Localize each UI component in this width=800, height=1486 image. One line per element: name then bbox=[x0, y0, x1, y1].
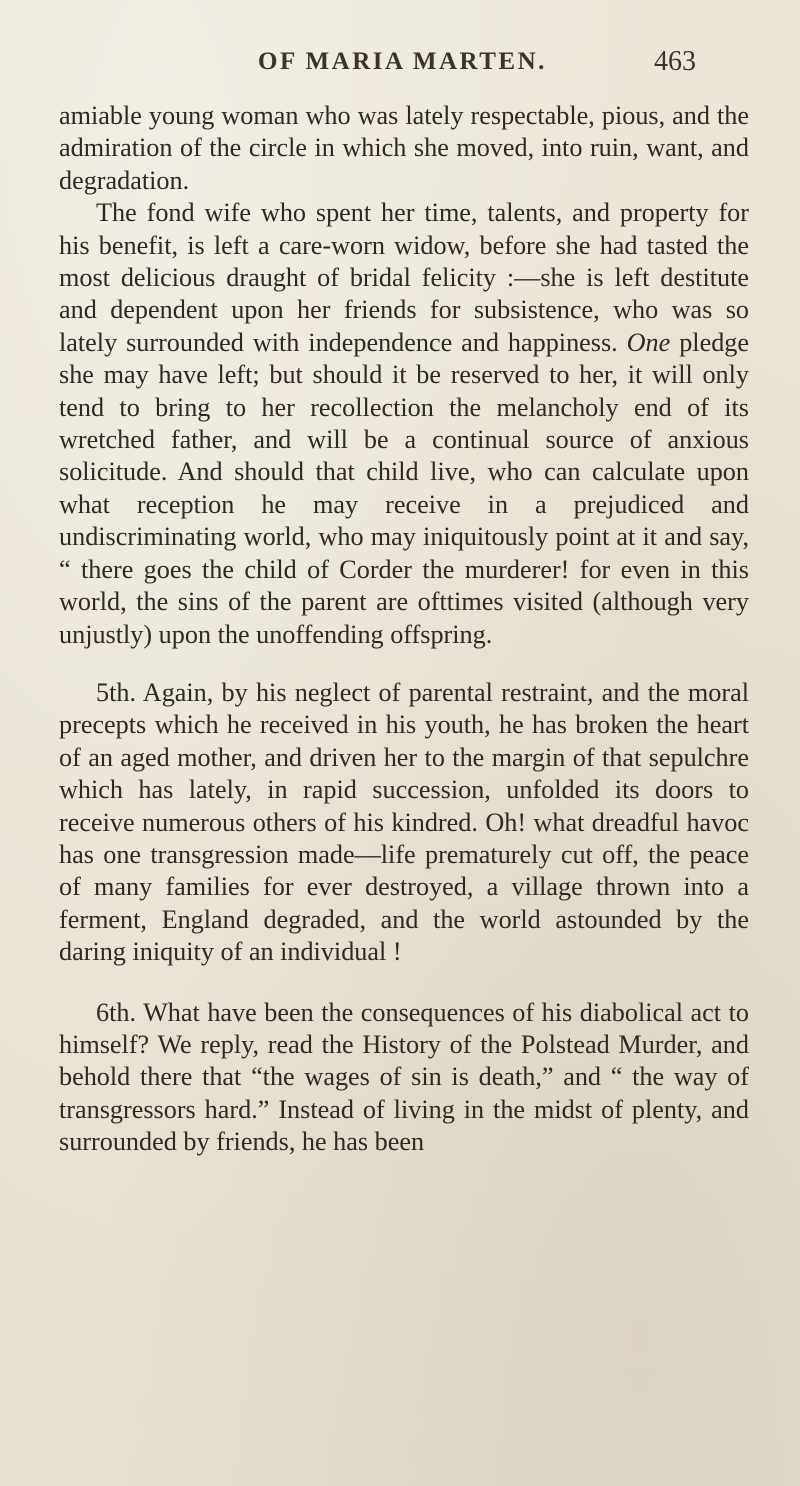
italic-word: One bbox=[626, 327, 671, 357]
body-text bbox=[59, 100, 749, 1159]
paragraph-continuation bbox=[59, 100, 749, 197]
page-number: 463 bbox=[654, 46, 696, 77]
paragraph-fifth bbox=[59, 677, 749, 969]
paragraph-text: 5th. Again, by his neglect of parental restraint, and the moral precepts which he received in his youth, he has broken the heart of an aged mother, and driven her to the margin of that sepulchre which has lately, in rapid succession, unfolded its doors to receive numerous others of his kindred. Oh! what dreadful havoc has one transgression made—life prematurely cut off, the peace of many families for ever destroyed, a village thrown into a ferment, England degraded, and the world astounded by the daring iniquity of an individual ! bbox=[59, 677, 749, 967]
paragraph-text-continued: pledge she may have left; but should it be reserved to her, it will only tend to bring to her recollection the melancholy end of its wretched father, and will be a continual source of anxious solicitude. And should that child live, who can calculate upon what reception he may receive in a prejudiced and undiscriminating world, who may iniquitously point at it and say, “ there goes the child of Corder the murderer! for even in this world, the sins of the parent are ofttimes visited (although very unjustly) upon the unoffending offspring. bbox=[59, 327, 749, 649]
paragraph-text: 6th. What have been the consequences of his diabolical act to himself? We reply, read the History of the Polstead Murder, and behold there that “the wages of sin is death,” and “ the way of transgressors hard.” Instead of living in the midst of plenty, and surrounded by friends, he has been bbox=[59, 997, 749, 1157]
paragraph-text: The fond wife who spent her time, talents, and property for his benefit, is left a care-worn widow, before she had tasted the most delicious draught of bridal felicity :—she is left destitute and dependent upon her friends for subsistence, who was so lately surrounded with independence and happiness. bbox=[59, 198, 749, 357]
paragraph-sixth bbox=[59, 997, 749, 1159]
paragraph-widow bbox=[59, 197, 749, 651]
running-title: OF MARIA MARTEN. bbox=[258, 48, 547, 75]
paragraph-text: amiable young woman who was lately respectable, pious, and the admiration of the circle in which she moved, into ruin, want, and degradation. bbox=[59, 101, 749, 195]
running-head bbox=[0, 48, 800, 88]
